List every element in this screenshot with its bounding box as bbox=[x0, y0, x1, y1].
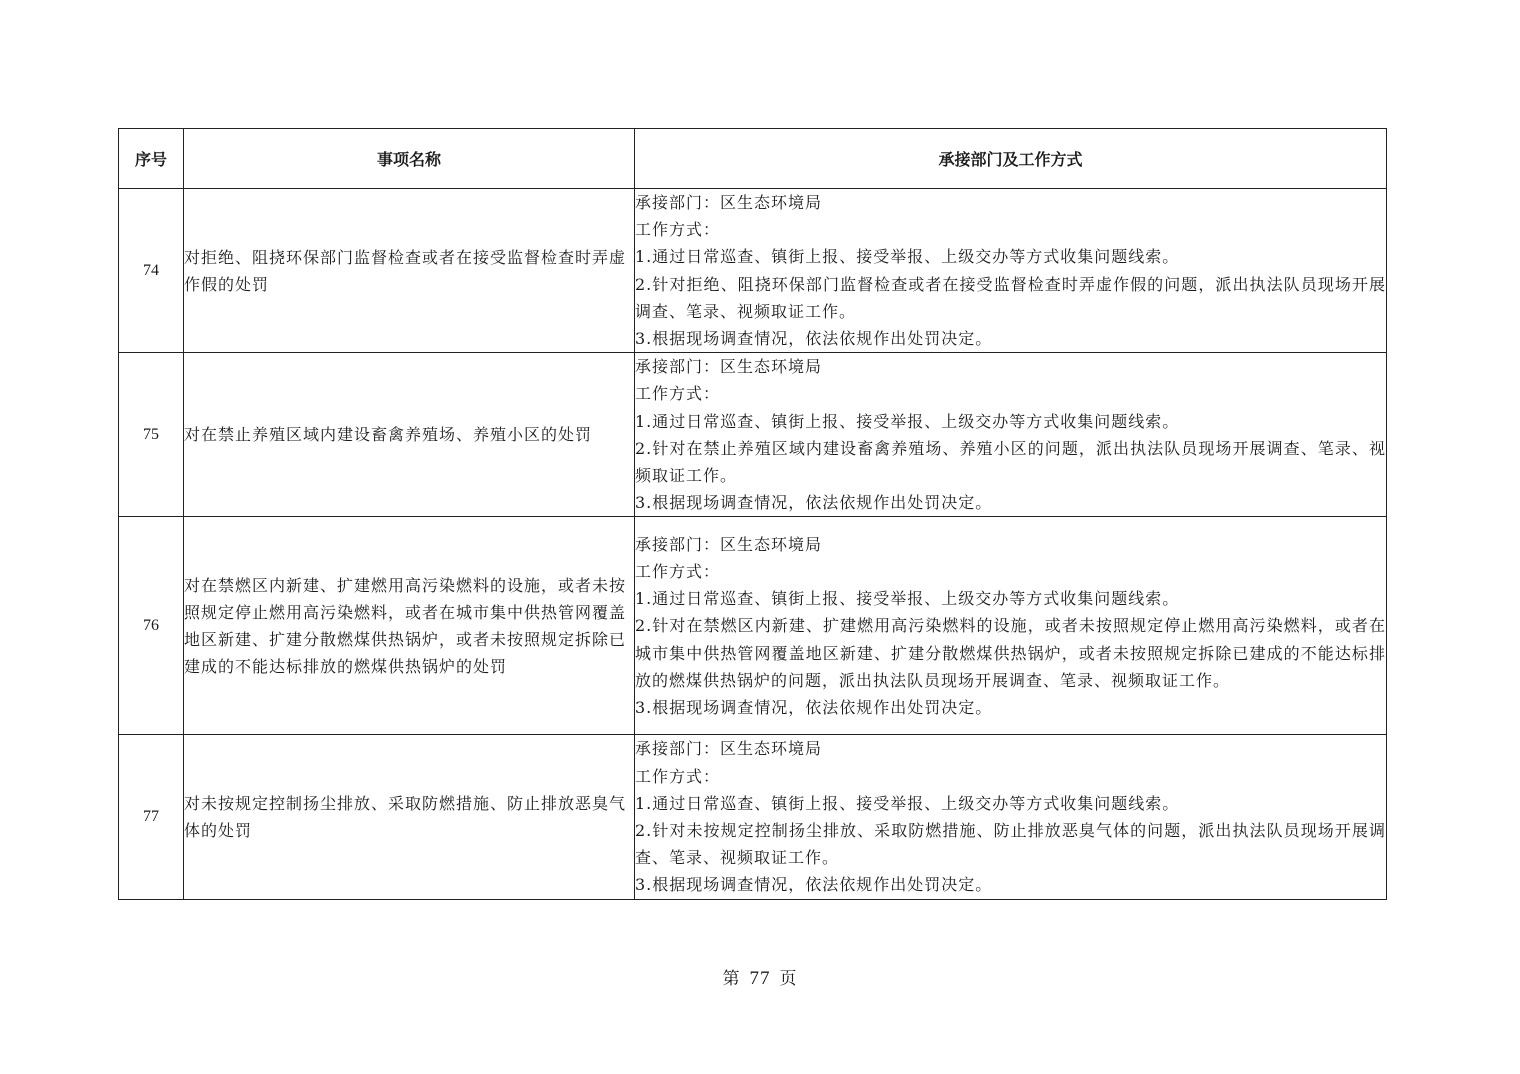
item-name: 对在禁止养殖区域内建设畜禽养殖场、养殖小区的处罚 bbox=[184, 353, 635, 517]
dept-cell bbox=[635, 735, 1387, 899]
step-3: 3.根据现场调查情况，依法依规作出处罚决定。 bbox=[635, 329, 993, 349]
dept-label: 承接部门：区生态环境局 bbox=[635, 193, 823, 212]
mode-label: 工作方式： bbox=[635, 561, 721, 581]
step-2: 2.针对拒绝、阻挠环保部门监督检查或者在接受监督检查时弄虚作假的问题，派出执法队员现场开展调查、笔录、视频取证工作。 bbox=[635, 274, 1386, 321]
row-number: 75 bbox=[119, 353, 184, 517]
dept-label: 承接部门：区生态环境局 bbox=[635, 357, 823, 377]
item-name: 对拒绝、阻挠环保部门监督检查或者在接受监督检查时弄虚作假的处罚 bbox=[184, 189, 635, 353]
mode-label: 工作方式： bbox=[635, 220, 721, 240]
mode-label: 工作方式： bbox=[635, 766, 721, 786]
table-header-row bbox=[119, 129, 1387, 189]
step-2: 2.针对未按规定控制扬尘排放、采取防燃措施、防止排放恶臭气体的问题，派出执法队员现场开展调查、笔录、视频取证工作。 bbox=[635, 821, 1386, 868]
header-dept: 承接部门及工作方式 bbox=[635, 129, 1387, 189]
table-row bbox=[119, 353, 1387, 517]
page-suffix: 页 bbox=[779, 969, 798, 989]
step-1: 1.通过日常巡查、镇街上报、接受举报、上级交办等方式收集问题线索。 bbox=[635, 247, 1180, 267]
item-name: 对在禁燃区内新建、扩建燃用高污染燃料的设施，或者未按照规定停止燃用高污染燃料，或者在城市集中供热管网覆盖地区新建、扩建分散燃煤供热锅炉，或者未按照规定拆除已建成的不能达标排放的燃煤供热锅炉的处罚 bbox=[184, 517, 635, 735]
header-no: 序号 bbox=[119, 129, 184, 189]
table-row bbox=[119, 189, 1387, 353]
step-1: 1.通过日常巡查、镇街上报、接受举报、上级交办等方式收集问题线索。 bbox=[635, 589, 1180, 609]
table-row bbox=[119, 517, 1387, 735]
dept-label: 承接部门：区生态环境局 bbox=[635, 534, 823, 554]
step-3: 3.根据现场调查情况，依法依规作出处罚决定。 bbox=[635, 875, 993, 895]
table-row bbox=[119, 735, 1387, 899]
step-1: 1.通过日常巡查、镇街上报、接受举报、上级交办等方式收集问题线索。 bbox=[635, 411, 1180, 431]
page-number: 77 bbox=[749, 968, 771, 989]
step-2: 2.针对在禁燃区内新建、扩建燃用高污染燃料的设施，或者未按照规定停止燃用高污染燃料，或者在城市集中供热管网覆盖地区新建、扩建分散燃煤供热锅炉，或者未按照规定拆除已建成的不能达标排放的燃煤供热锅炉的问题，派出执法队员现场开展调查、笔录、视频取证工作。 bbox=[635, 616, 1386, 690]
page-prefix: 第 bbox=[722, 969, 741, 989]
item-name: 对未按规定控制扬尘排放、采取防燃措施、防止排放恶臭气体的处罚 bbox=[184, 735, 635, 899]
items-table bbox=[118, 128, 1387, 900]
dept-cell bbox=[635, 517, 1387, 735]
step-2: 2.针对在禁止养殖区域内建设畜禽养殖场、养殖小区的问题，派出执法队员现场开展调查、笔录、视频取证工作。 bbox=[635, 438, 1386, 486]
step-3: 3.根据现场调查情况，依法依规作出处罚决定。 bbox=[635, 697, 993, 717]
row-number: 76 bbox=[119, 517, 184, 735]
dept-cell bbox=[635, 353, 1387, 517]
step-3: 3.根据现场调查情况，依法依规作出处罚决定。 bbox=[635, 493, 993, 513]
header-name: 事项名称 bbox=[184, 129, 635, 189]
mode-label: 工作方式： bbox=[635, 384, 721, 404]
row-number: 77 bbox=[119, 735, 184, 899]
dept-cell bbox=[635, 189, 1387, 353]
page-footer bbox=[0, 964, 1520, 990]
step-1: 1.通过日常巡查、镇街上报、接受举报、上级交办等方式收集问题线索。 bbox=[635, 793, 1180, 813]
dept-label: 承接部门：区生态环境局 bbox=[635, 739, 823, 759]
row-number: 74 bbox=[119, 189, 184, 353]
